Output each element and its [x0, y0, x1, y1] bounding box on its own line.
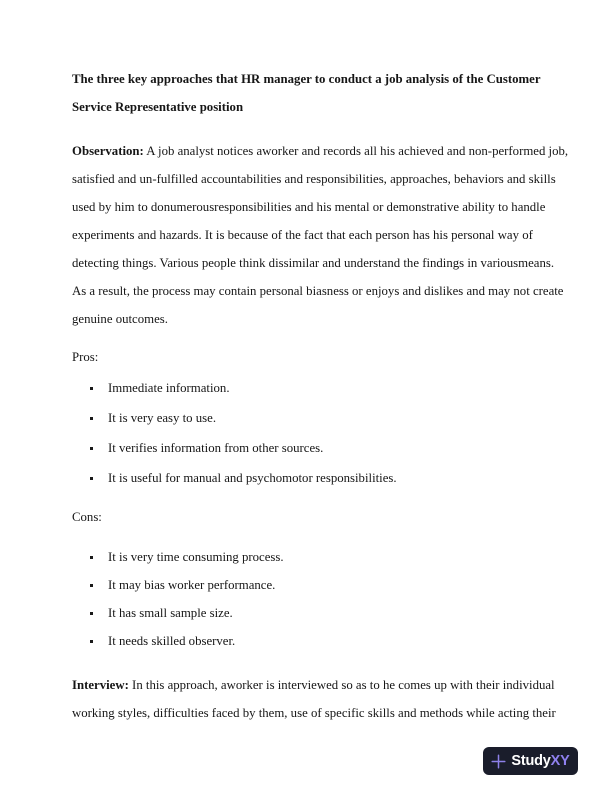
list-item	[72, 463, 554, 493]
text-run: In this approach, aworker is interviewed so as to he comes up with their individual	[128, 678, 555, 692]
brand-accent-text: XY	[550, 753, 570, 769]
bullet-icon	[90, 403, 108, 433]
list-item-text: It is useful for manual and psychomotor responsibilities.	[108, 471, 397, 485]
cons-list	[72, 543, 554, 655]
text-line	[72, 671, 554, 699]
interview-body	[72, 699, 554, 727]
text-line: As a result, the process may contain personal biasness or enjoys and dislikes and may not create	[72, 284, 564, 298]
list-item	[72, 373, 554, 403]
title-line: The three key approaches that HR manager to conduct a job analysis of the Customer	[72, 72, 541, 86]
list-item	[72, 433, 554, 463]
text-line	[72, 137, 569, 165]
list-item-text: It is very time consuming process.	[108, 550, 284, 564]
observation-lead-label: Observation:	[72, 144, 144, 158]
bullet-icon	[90, 599, 108, 627]
text-line: genuine outcomes.	[72, 312, 168, 326]
list-item-text: Immediate information.	[108, 381, 230, 395]
list-item	[72, 599, 554, 627]
bullet-icon	[90, 543, 108, 571]
observation-body	[72, 165, 564, 333]
pros-label: Pros:	[72, 350, 99, 364]
list-item-text: It needs skilled observer.	[108, 634, 236, 648]
list-item	[72, 571, 554, 599]
text-line: satisfied and un-fulfilled accountabilities and responsibilities, approaches, behaviors and skills	[72, 172, 556, 186]
interview-lead-label: Interview:	[72, 678, 129, 692]
bullet-icon	[90, 627, 108, 655]
list-item-text: It may bias worker performance.	[108, 578, 276, 592]
list-item	[72, 403, 554, 433]
brand-name	[511, 753, 569, 769]
bullet-icon	[90, 463, 108, 493]
text-line: working styles, difficulties faced by them, use of specific skills and methods while acting their	[72, 706, 556, 720]
list-item-text: It verifies information from other sources.	[108, 441, 324, 455]
bullet-icon	[90, 373, 108, 403]
list-item-text: It has small sample size.	[108, 606, 233, 620]
text-run: A job analyst notices aworker and records all his achieved and non-performed job,	[143, 144, 569, 158]
brand-primary-text: Study	[511, 753, 551, 769]
bullet-icon	[90, 571, 108, 599]
list-item	[72, 543, 554, 571]
paragraph-interview	[72, 671, 554, 727]
list-item-text: It is very easy to use.	[108, 411, 217, 425]
text-line: experiments and hazards. It is because of the fact that each person has his personal way of	[72, 228, 533, 242]
list-item	[72, 627, 554, 655]
cons-label: Cons:	[72, 510, 102, 524]
document-title	[72, 65, 554, 121]
plus-icon	[491, 754, 506, 769]
text-line: detecting things. Various people think dissimilar and understand the findings in variousmeans.	[72, 256, 555, 270]
title-line: Service Representative position	[72, 100, 244, 114]
pros-list	[72, 373, 554, 493]
bullet-icon	[90, 433, 108, 463]
studyxy-logo-badge	[483, 747, 578, 775]
text-line: used by him to donumerousresponsibilities and his mental or demonstrative ability to handle	[72, 200, 546, 214]
paragraph-observation	[72, 137, 569, 333]
